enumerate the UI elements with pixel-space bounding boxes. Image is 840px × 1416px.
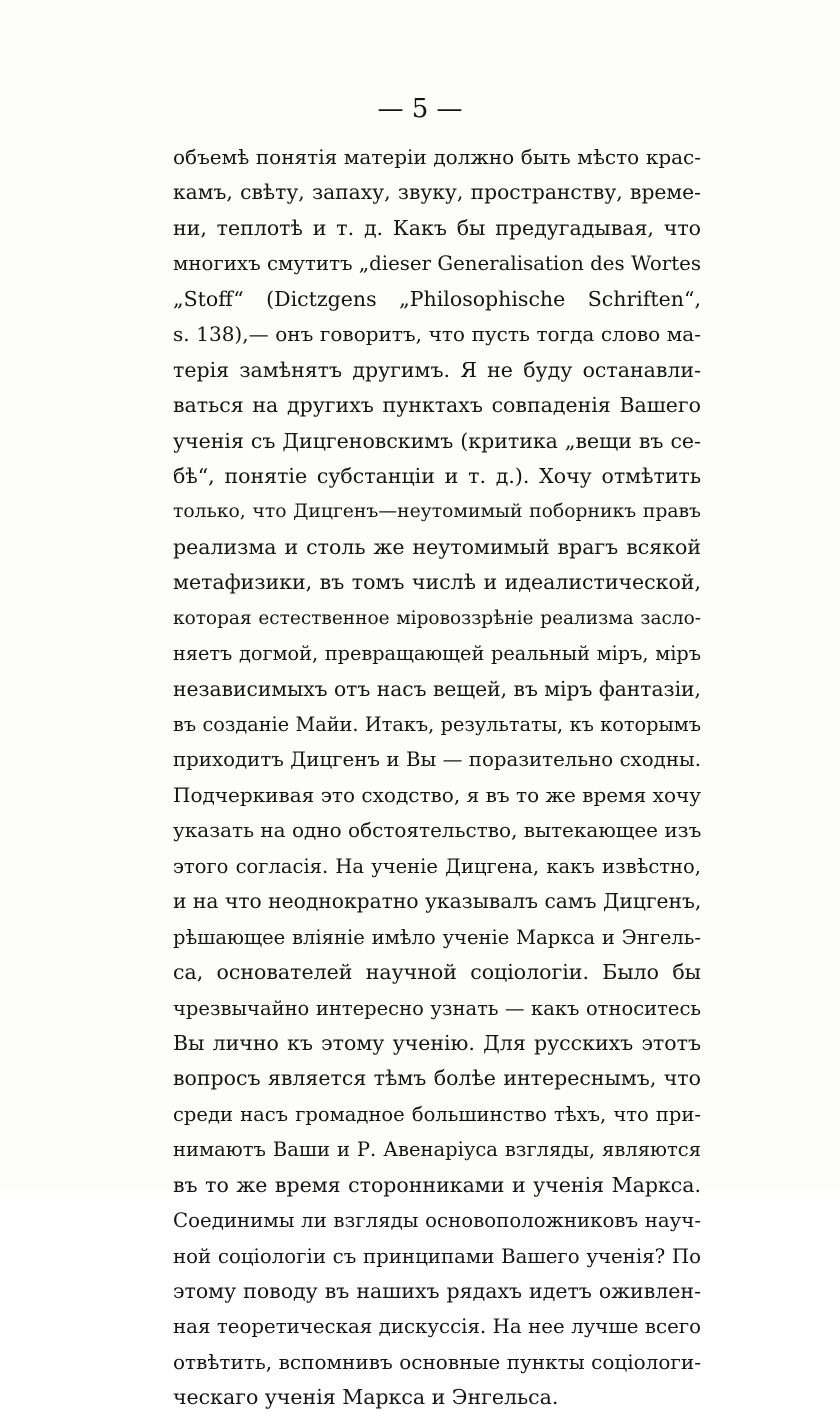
text-line: этому поводу въ нашихъ рядахъ идетъ оживлен- <box>173 1279 701 1303</box>
text-line: только, что Дицгенъ—неутомимый поборникъ правъ <box>173 501 701 523</box>
text-line: чрезвычайно интересно узнать — какъ относитесь <box>173 996 701 1020</box>
text-line: приходитъ Дицгенъ и Вы — поразительно сходны. <box>173 748 701 772</box>
text-line: которая естественное міровоззрѣніе реализма засло- <box>173 607 701 629</box>
text-line: рѣшающее вліяніе имѣло ученіе Маркса и Энгель- <box>173 925 701 949</box>
text-line: среди насъ громадное большинство тѣхъ, что при- <box>173 1102 701 1126</box>
text-line: объемѣ понятія матеріи должно быть мѣсто крас- <box>173 145 701 169</box>
text-line: реализма и столь же неутомимый врагъ всякой <box>173 534 701 559</box>
text-line: въ то же время сторонниками и ученія Маркса. <box>173 1172 701 1197</box>
text-line: многихъ смутитъ „dieser Generalisation des Wortes <box>173 252 701 276</box>
text-line: метафизики, въ томъ числѣ и идеалистической, <box>173 570 701 595</box>
text-line: ни, теплотѣ и т. д. Какъ бы предугадывая, что <box>173 215 701 240</box>
text-line: указать на одно обстоятельство, вытекающее изъ <box>173 818 702 843</box>
text-line: ваться на другихъ пунктахъ совпаденія Вашего <box>173 393 701 418</box>
text-line: независимыхъ отъ насъ вещей, въ міръ фантазіи, <box>173 676 701 701</box>
text-line: Соединимы ли взгляды основоположниковъ науч- <box>173 1209 701 1233</box>
text-line: са, основателей научной соціологіи. Было бы <box>173 960 701 985</box>
text-line: ученія съ Дицгеновскимъ (критика „вещи въ се- <box>173 428 701 453</box>
text-line: „Stoff“ (Dictzgens „Philosophische Schriften“, <box>173 286 701 311</box>
text-line: вопросъ является тѣмъ болѣе интереснымъ, что <box>173 1066 701 1091</box>
text-line: Подчеркивая это сходство, я въ то же время хочу <box>173 782 701 807</box>
body-text <box>173 140 701 1416</box>
text-line: ческаго ученія Маркса и Энгельса. <box>173 1385 559 1410</box>
text-line: няетъ догмой, превращающей реальный міръ, міръ <box>173 642 701 666</box>
text-line: въ созданіе Майи. Итакъ, результаты, къ которымъ <box>173 713 701 736</box>
text-line: терія замѣнятъ другимъ. Я не буду останавли- <box>173 357 701 382</box>
text-line: ной соціологіи съ принципами Вашего ученія? По <box>173 1244 701 1268</box>
page-number: — 5 — <box>377 94 463 124</box>
text-line: бѣ“, понятіе субстанціи и т. д.). Хочу отмѣтить <box>173 463 701 488</box>
text-line: этого согласія. На ученіе Дицгена, какъ извѣстно, <box>173 854 701 878</box>
text-line: нимаютъ Ваши и Р. Авенаріуса взгляды, являются <box>173 1138 701 1162</box>
text-line: и на что неоднократно указывалъ самъ Дицгенъ, <box>173 889 702 914</box>
text-line: камъ, свѣту, запаху, звуку, пространству, време- <box>173 180 701 205</box>
text-line: Вы лично къ этому ученію. Для русскихъ этотъ <box>173 1030 701 1055</box>
text-line: ная теоретическая дискуссія. На нее лучше всего <box>173 1315 701 1339</box>
text-line: s. 138),— онъ говоритъ, что пусть тогда слово ма- <box>173 322 701 347</box>
text-line: отвѣтить, вспомнивъ основные пункты соціологи- <box>173 1349 701 1374</box>
